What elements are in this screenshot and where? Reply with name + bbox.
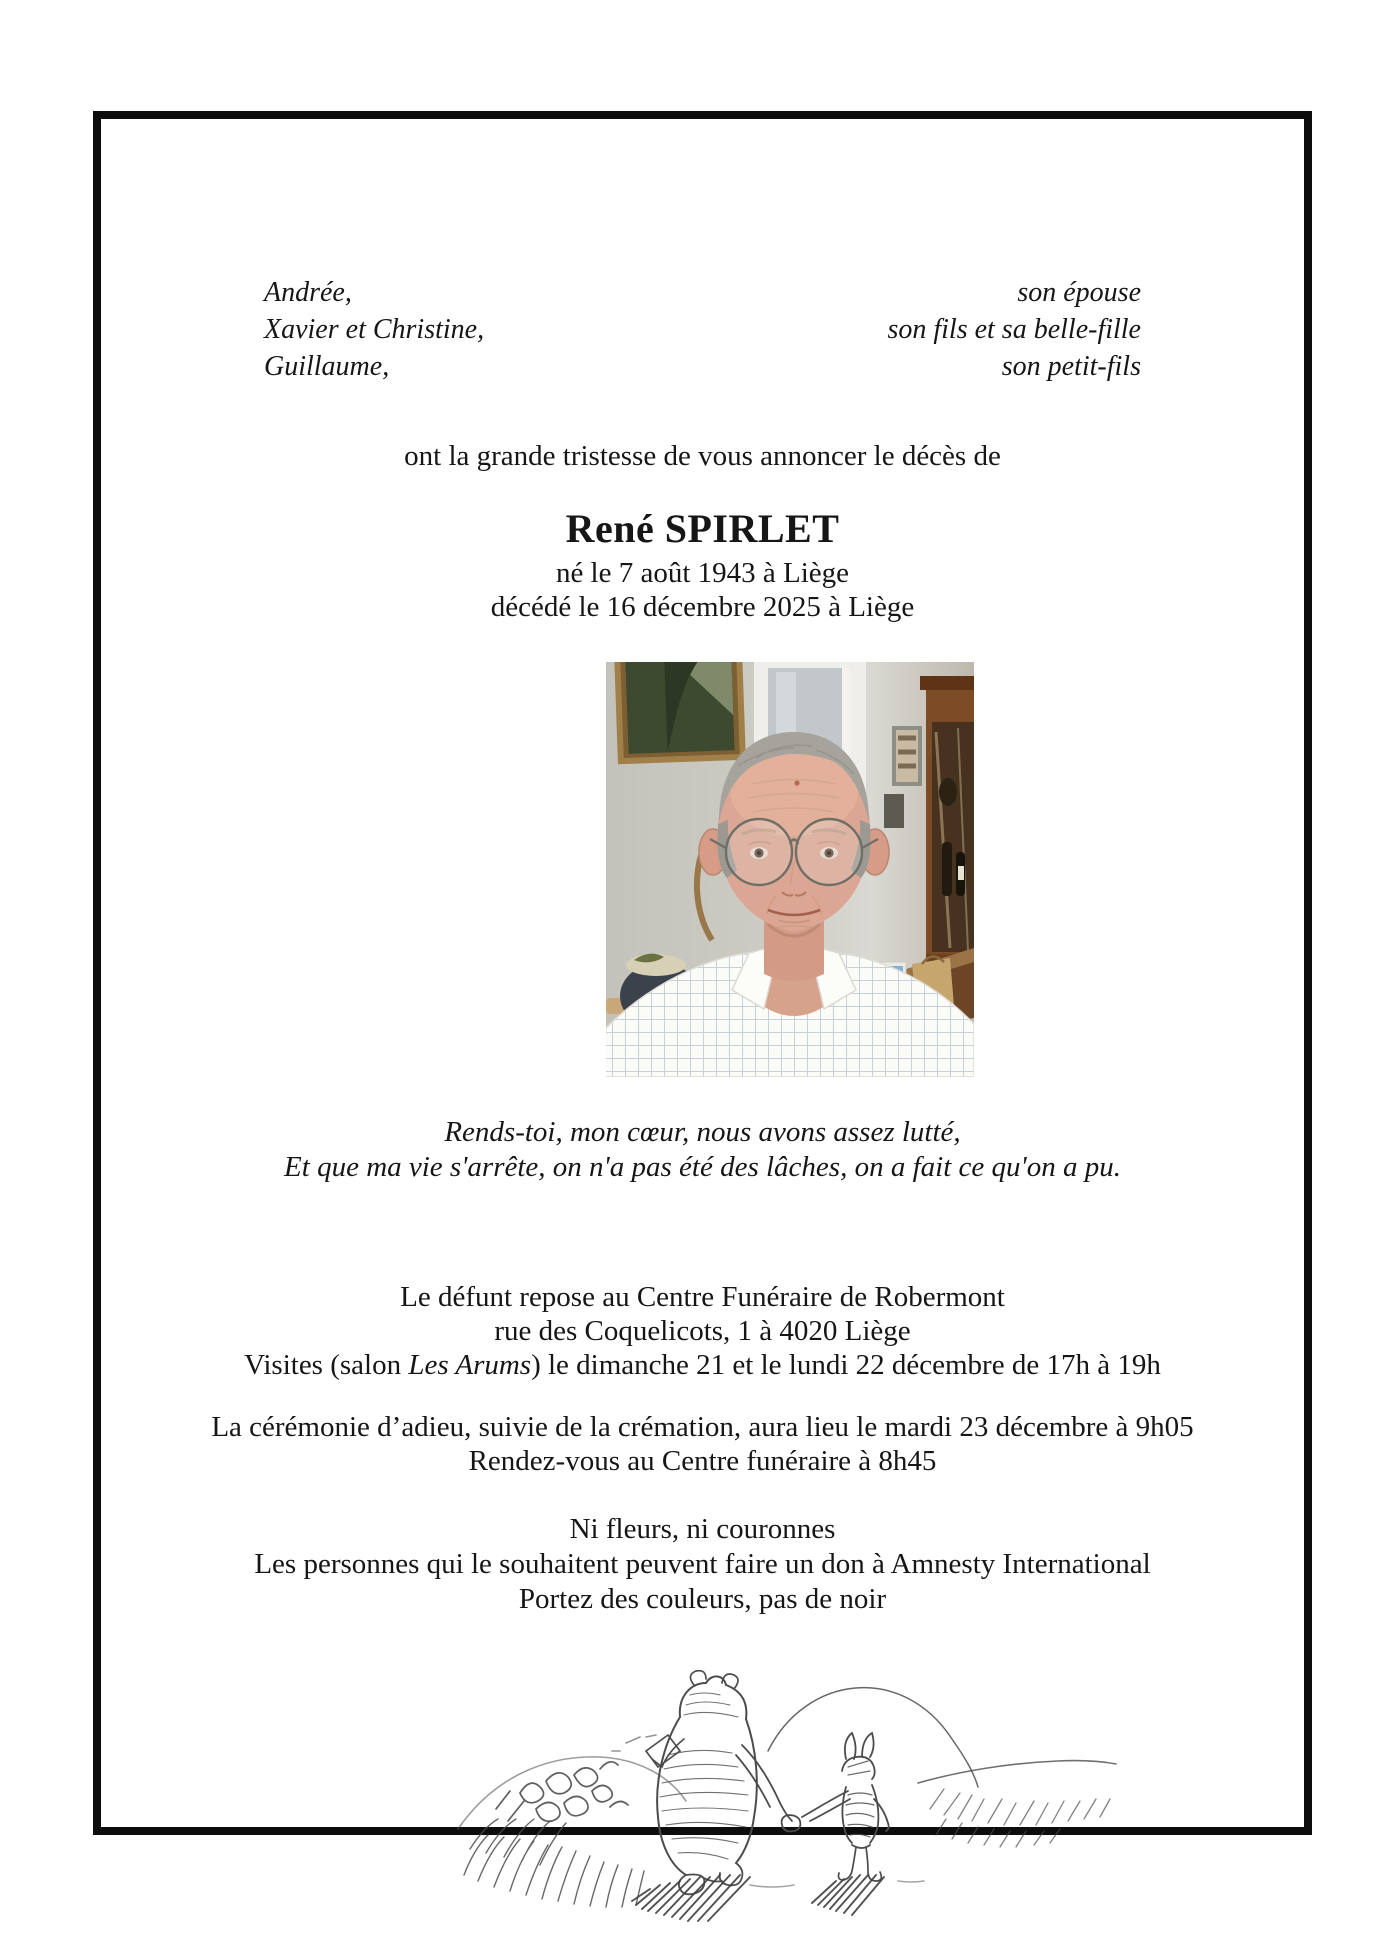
portrait-photo-illustration — [606, 662, 974, 1077]
memorial-quote-line: Rends-toi, mon cœur, nous avons assez lutté, — [444, 1116, 961, 1148]
portrait-photo — [606, 662, 974, 1077]
pooh-bear — [646, 1671, 792, 1895]
death-date-line: décédé le 16 décembre 2025 à Liège — [490, 591, 915, 623]
memorial-quote — [101, 1115, 1304, 1185]
ceremony-line: La cérémonie d’adieu, suivie de la crémation, aura lieu le mardi 23 décembre à 9h05 — [211, 1411, 1194, 1443]
repose-address-line: rue des Coquelicots, 1 à 4020 Liège — [494, 1315, 911, 1347]
framed-painting — [614, 662, 746, 764]
family-relations-right — [887, 274, 1141, 385]
path-shadows — [632, 1875, 884, 1921]
birth-date-line: né le 7 août 1943 à Liège — [555, 557, 850, 589]
pooh-piglet-illustration — [450, 1659, 1130, 1934]
donation-line: Les personnes qui le souhaitent peuvent faire un don à Amnesty International — [254, 1548, 1151, 1580]
repose-block — [101, 1280, 1304, 1382]
family-relation-line: son petit-fils — [1001, 351, 1141, 382]
deceased-name: René SPIRLET — [565, 506, 840, 551]
memorial-quote-line: Et que ma vie s'arrête, on n'a pas été des lâches, on a fait ce qu'on a pu. — [284, 1151, 1121, 1183]
family-relation-line: son épouse — [1017, 277, 1141, 308]
family-name-line: Guillaume, — [264, 351, 390, 382]
family-name-line: Andrée, — [264, 277, 352, 308]
wishes-block — [101, 1512, 1304, 1617]
repose-location-line: Le défunt repose au Centre Funéraire de Robermont — [400, 1281, 1005, 1313]
border-frame — [93, 111, 1312, 1835]
piglet — [802, 1733, 889, 1881]
announcement-line: ont la grande tristesse de vous annoncer le décès de — [404, 440, 1001, 472]
family-names-left — [264, 274, 484, 385]
family-relation-line: son fils et sa belle-fille — [887, 314, 1141, 345]
joined-hands — [782, 1815, 801, 1831]
ceremony-block — [101, 1410, 1304, 1478]
ceremony-meet-line: Rendez-vous au Centre funéraire à 8h45 — [468, 1445, 937, 1477]
colours-line: Portez des couleurs, pas de noir — [518, 1583, 887, 1615]
no-flowers-line: Ni fleurs, ni couronnes — [569, 1513, 836, 1545]
family-name-line: Xavier et Christine, — [264, 314, 485, 345]
visits-line — [101, 1348, 1304, 1382]
life-dates — [101, 556, 1304, 624]
visits-suffix: ) le dimanche 21 et le lundi 22 décembre de 17h à 19h — [531, 1349, 1161, 1381]
pooh-piglet-sketch — [450, 1659, 1130, 1934]
visits-salon-name: Les Arums — [408, 1349, 532, 1381]
visits-prefix: Visites (salon — [244, 1349, 409, 1381]
